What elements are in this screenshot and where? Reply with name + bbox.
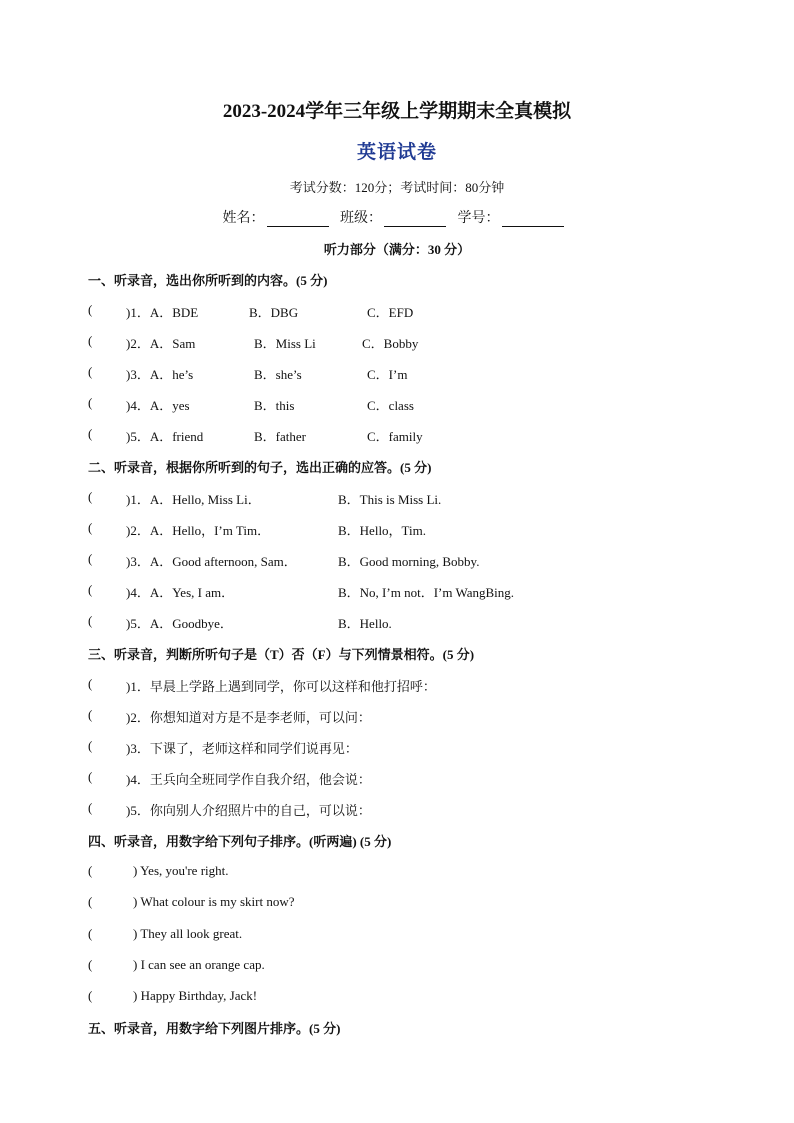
- question-text: )5．你向别人介绍照片中的自己，可以说：: [126, 803, 371, 818]
- page-subtitle: 英语试卷: [356, 142, 437, 163]
- question-text: ) Happy Birthday, Jack!: [133, 988, 258, 1003]
- question-text: )3．下课了，老师这样和同学们说再见：: [126, 741, 358, 756]
- section-5-heading: 五、听录音，用数字给下列图片排序。(5 分): [88, 1021, 341, 1036]
- answer-paren[interactable]: (: [88, 551, 93, 566]
- question-text: ) They all look great.: [133, 926, 243, 941]
- page-title: 2023-2024学年三年级上学期期末全真模拟: [222, 101, 572, 122]
- question-option-b: B．Good morning, Bobby.: [338, 554, 480, 569]
- question-option-b: B．Hello，Tim.: [338, 523, 427, 538]
- id-blank[interactable]: [502, 212, 564, 227]
- class-label: 班级：: [340, 211, 382, 226]
- question-option-c: C．EFD: [367, 305, 414, 320]
- question-option-a: )3．A．Good afternoon, Sam．: [126, 554, 297, 569]
- class-blank[interactable]: [384, 212, 446, 227]
- question-text: )2．你想知道对方是不是李老师，可以问：: [126, 710, 371, 725]
- question-option-a: )3．A．he’s: [126, 367, 194, 382]
- answer-paren[interactable]: (: [88, 520, 93, 535]
- section-1-heading: 一、听录音，选出你所听到的内容。(5 分): [88, 273, 328, 288]
- question-option-b: B．this: [254, 398, 295, 413]
- answer-paren[interactable]: (: [88, 613, 93, 628]
- answer-paren[interactable]: (: [88, 769, 93, 784]
- listening-title: 听力部分（满分：30 分）: [323, 242, 471, 257]
- question-text: ) What colour is my skirt now?: [133, 894, 295, 909]
- question-option-a: )5．A．friend: [126, 429, 204, 444]
- question-text: ) Yes, you're right.: [133, 863, 229, 878]
- section-3-heading: 三、听录音，判断所听句子是（T）否（F）与下列情景相符。(5 分): [88, 647, 475, 662]
- question-text: )4．王兵向全班同学作自我介绍，他会说：: [126, 772, 371, 787]
- question-option-a: )1．A．BDE: [126, 305, 199, 320]
- question-option-b: B．father: [254, 429, 306, 444]
- exam-info: 考试分数：120分；考试时间：80分钟: [289, 180, 505, 195]
- answer-paren[interactable]: (: [88, 738, 93, 753]
- question-option-b: B．This is Miss Li.: [338, 492, 442, 507]
- name-blank[interactable]: [267, 212, 329, 227]
- answer-paren[interactable]: (: [88, 333, 93, 348]
- question-option-a: )4．A．yes: [126, 398, 190, 413]
- question-option-a: )2．A．Hello，I’m Tim．: [126, 523, 271, 538]
- answer-paren[interactable]: (: [88, 707, 93, 722]
- question-text: ) I can see an orange cap.: [133, 957, 265, 972]
- question-option-a: )4．A．Yes, I am．: [126, 585, 235, 600]
- question-text: )1．早晨上学路上遇到同学，你可以这样和他打招呼：: [126, 679, 436, 694]
- question-option-b: B．Miss Li: [254, 336, 316, 351]
- question-option-b: B．DBG: [249, 305, 299, 320]
- question-option-b: B．No, I’m not．I’m WangBing.: [338, 585, 515, 600]
- answer-paren[interactable]: (: [88, 582, 93, 597]
- name-label: 姓名：: [222, 211, 265, 226]
- answer-paren[interactable]: (: [88, 364, 93, 379]
- answer-paren[interactable]: (: [88, 489, 93, 504]
- question-option-a: )5．A．Goodbye．: [126, 616, 233, 631]
- answer-paren[interactable]: (: [88, 988, 93, 1003]
- question-option-b: B．Hello.: [338, 616, 392, 631]
- question-option-a: )1．A．Hello, Miss Li．: [126, 492, 261, 507]
- section-4-heading: 四、听录音，用数字给下列句子排序。(听两遍) (5 分): [88, 834, 392, 849]
- question-option-b: B．she’s: [254, 367, 302, 382]
- answer-paren[interactable]: (: [88, 395, 93, 410]
- question-option-c: C．Bobby: [362, 336, 419, 351]
- answer-paren[interactable]: (: [88, 926, 93, 941]
- question-option-a: )2．A．Sam: [126, 336, 196, 351]
- question-option-c: C．I’m: [367, 367, 408, 382]
- answer-paren[interactable]: (: [88, 957, 93, 972]
- answer-paren[interactable]: (: [88, 426, 93, 441]
- question-option-c: C．family: [367, 429, 423, 444]
- id-label: 学号：: [457, 211, 500, 226]
- section-2-heading: 二、听录音，根据你所听到的句子，选出正确的应答。(5 分): [88, 460, 432, 475]
- answer-paren[interactable]: (: [88, 800, 93, 815]
- answer-paren[interactable]: (: [88, 302, 93, 317]
- answer-paren[interactable]: (: [88, 894, 93, 909]
- answer-paren[interactable]: (: [88, 676, 93, 691]
- student-fields: [0, 207, 794, 227]
- question-option-c: C．class: [367, 398, 414, 413]
- answer-paren[interactable]: (: [88, 863, 93, 878]
